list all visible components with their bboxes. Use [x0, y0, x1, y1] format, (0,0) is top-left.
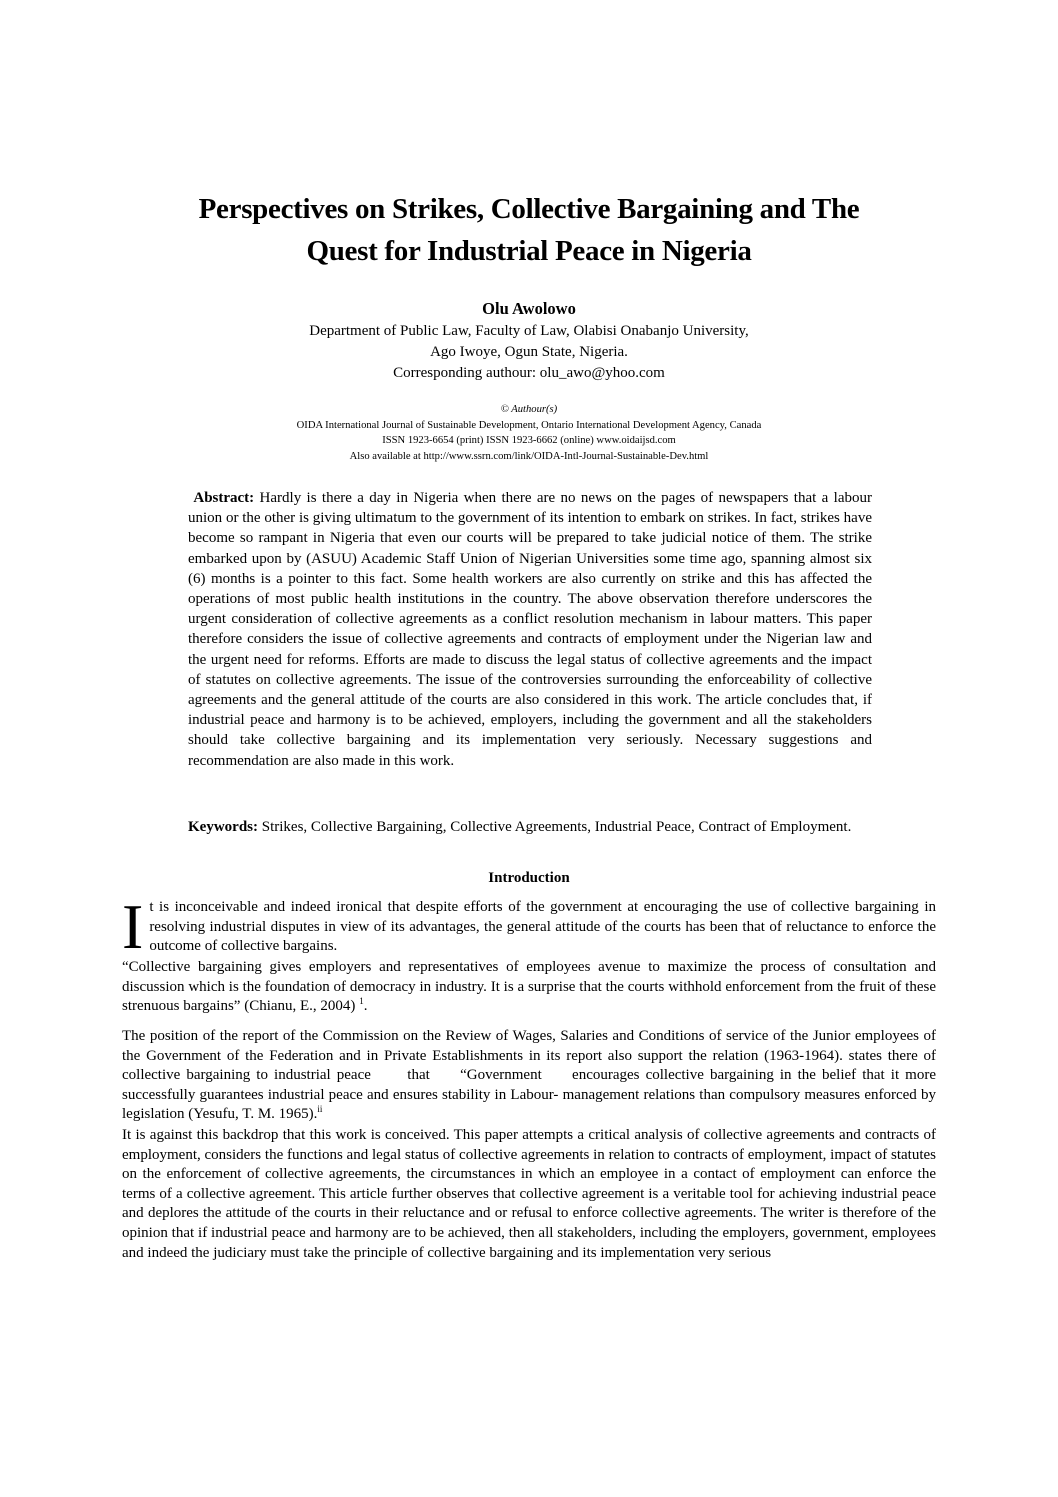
- title-line-1: Perspectives on Strikes, Collective Bargaining and The: [198, 193, 860, 225]
- intro-paragraph-2-text: “Collective bargaining gives employers and representatives of employees avenue to maximize the process of consultation and discussion which is the foundation of democracy in industry. It is a surprise that the courts withhold enforcement from the fruit of these strenuous bargains” (Chianu, E., 2004): [122, 959, 936, 1015]
- intro-paragraph-4: It is against this backdrop that this work is conceived. This paper attempts a critical analysis of collective agreements and contracts of employment, considers the functions and legal status of collective agreements in relation to contracts of employment, impact of statutes on the enforcement of collective agreements, the circumstances in which an employee in a contact of employment can enforce the terms of a collective agreement. This article further observes that collective agreement is a veritable tool for achieving industrial peace and deplores the attitude of the courts in their reluctance and or refusal to enforce collective agreements. The writer is therefore of the opinion that if industrial peace and harmony are to be achieved, then all stakeholders, including the employers, government, employees and indeed the judiciary must take the principle of collective bargaining and its implementation very serious: [122, 1127, 936, 1261]
- footnote-ref-2[interactable]: ii: [317, 1104, 323, 1115]
- abstract-text: Hardly is there a day in Nigeria when there are no news on the pages of newspapers that a labour union or the other is giving ultimatum to the government of its intention to embark on strikes. In fact, strikes have become so rampant in Nigeria that even our courts will be prepared to take judicial notice of them. The strike embarked upon by (ASUU) Academic Staff Union of Nigerian Universities some time ago, spanning almost six (6) months is a pointer to this fact. Some health workers are also currently on strike and this has affected the operations of most public health institutions in the country. The above observation therefore underscores the urgent consideration of collective agreements as a conflict resolution mechanism in labour matters. This paper therefore considers the issue of collective agreements and contracts of employment under the Nigerian law and the urgent need for reforms. Efforts are made to discuss the legal status of collective agreements and the impact of statutes on collective agreements. The issue of the controversies surrounding the enforceability of collective agreements and the general attitude of the courts are also considered in this work. The article concludes that, if industrial peace and harmony is to be achieved, employers, including the government and all the stakeholders should take collective bargaining and its implementation very seriously. Necessary suggestions and recommendation are also made in this work.: [188, 490, 872, 769]
- intro-paragraph-1: [122, 891, 936, 962]
- abstract-label: Abstract:: [193, 490, 255, 506]
- author-name: Olu Awolowo: [482, 299, 576, 318]
- author-affiliation: [100, 321, 958, 384]
- keywords: [188, 817, 872, 837]
- abstract: [188, 488, 872, 771]
- publication-info: [100, 402, 958, 464]
- intro-paragraph-2: [122, 958, 936, 1017]
- footnote-ref-1[interactable]: 1: [359, 996, 364, 1007]
- copyright-notice: © Authour(s): [500, 404, 558, 415]
- paper-title: [100, 188, 958, 272]
- title-line-2: Quest for Industrial Peace in Nigeria: [306, 235, 752, 267]
- drop-cap: I: [122, 891, 144, 962]
- intro-paragraph-3: [122, 1027, 940, 1125]
- issn-line: ISSN 1923-6654 (print) ISSN 1923-6662 (online) www.oidaijsd.com: [382, 435, 676, 446]
- affiliation-location: Ago Iwoye, Ogun State, Nigeria.: [430, 344, 628, 360]
- corresponding-author: Corresponding authour: olu_awo@yhoo.com: [393, 365, 665, 381]
- intro-paragraph-3-text: The position of the report of the Commission on the Review of Wages, Salaries and Conditions of service of the Junior employees of the Government of the Federation and in Private Establishments in its report also support the relation (1963-1964). states there of collective bargaining to industrial peace that “Government encourages collective bargaining in the belief that it more successfully guarantees industrial peace and ensures stability in Labour- management relations than compulsory measures enforced by legislation (Yesufu, T. M. 1965).: [122, 1028, 940, 1123]
- introduction-heading: Introduction: [488, 870, 570, 886]
- affiliation-department: Department of Public Law, Faculty of Law, Olabisi Onabanjo University,: [309, 323, 749, 339]
- journal-name: OIDA International Journal of Sustainable Development, Ontario International Development Agency, Canada: [296, 419, 762, 431]
- intro-paragraph-2-end: .: [363, 998, 368, 1015]
- keywords-text: Strikes, Collective Bargaining, Collective Agreements, Industrial Peace, Contract of Employment.: [261, 819, 852, 835]
- intro-paragraph-1-text: t is inconceivable and indeed ironical that despite efforts of the government at encouraging the use of collective bargaining in resolving industrial disputes in view of its advantages, the general attitude of the courts has been that of reluctance to enforce the outcome of collective bargains.: [149, 899, 936, 955]
- keywords-label: Keywords:: [188, 819, 258, 835]
- availability-line: Also available at http://www.ssrn.com/link/OIDA-Intl-Journal-Sustainable-Dev.html: [349, 450, 709, 462]
